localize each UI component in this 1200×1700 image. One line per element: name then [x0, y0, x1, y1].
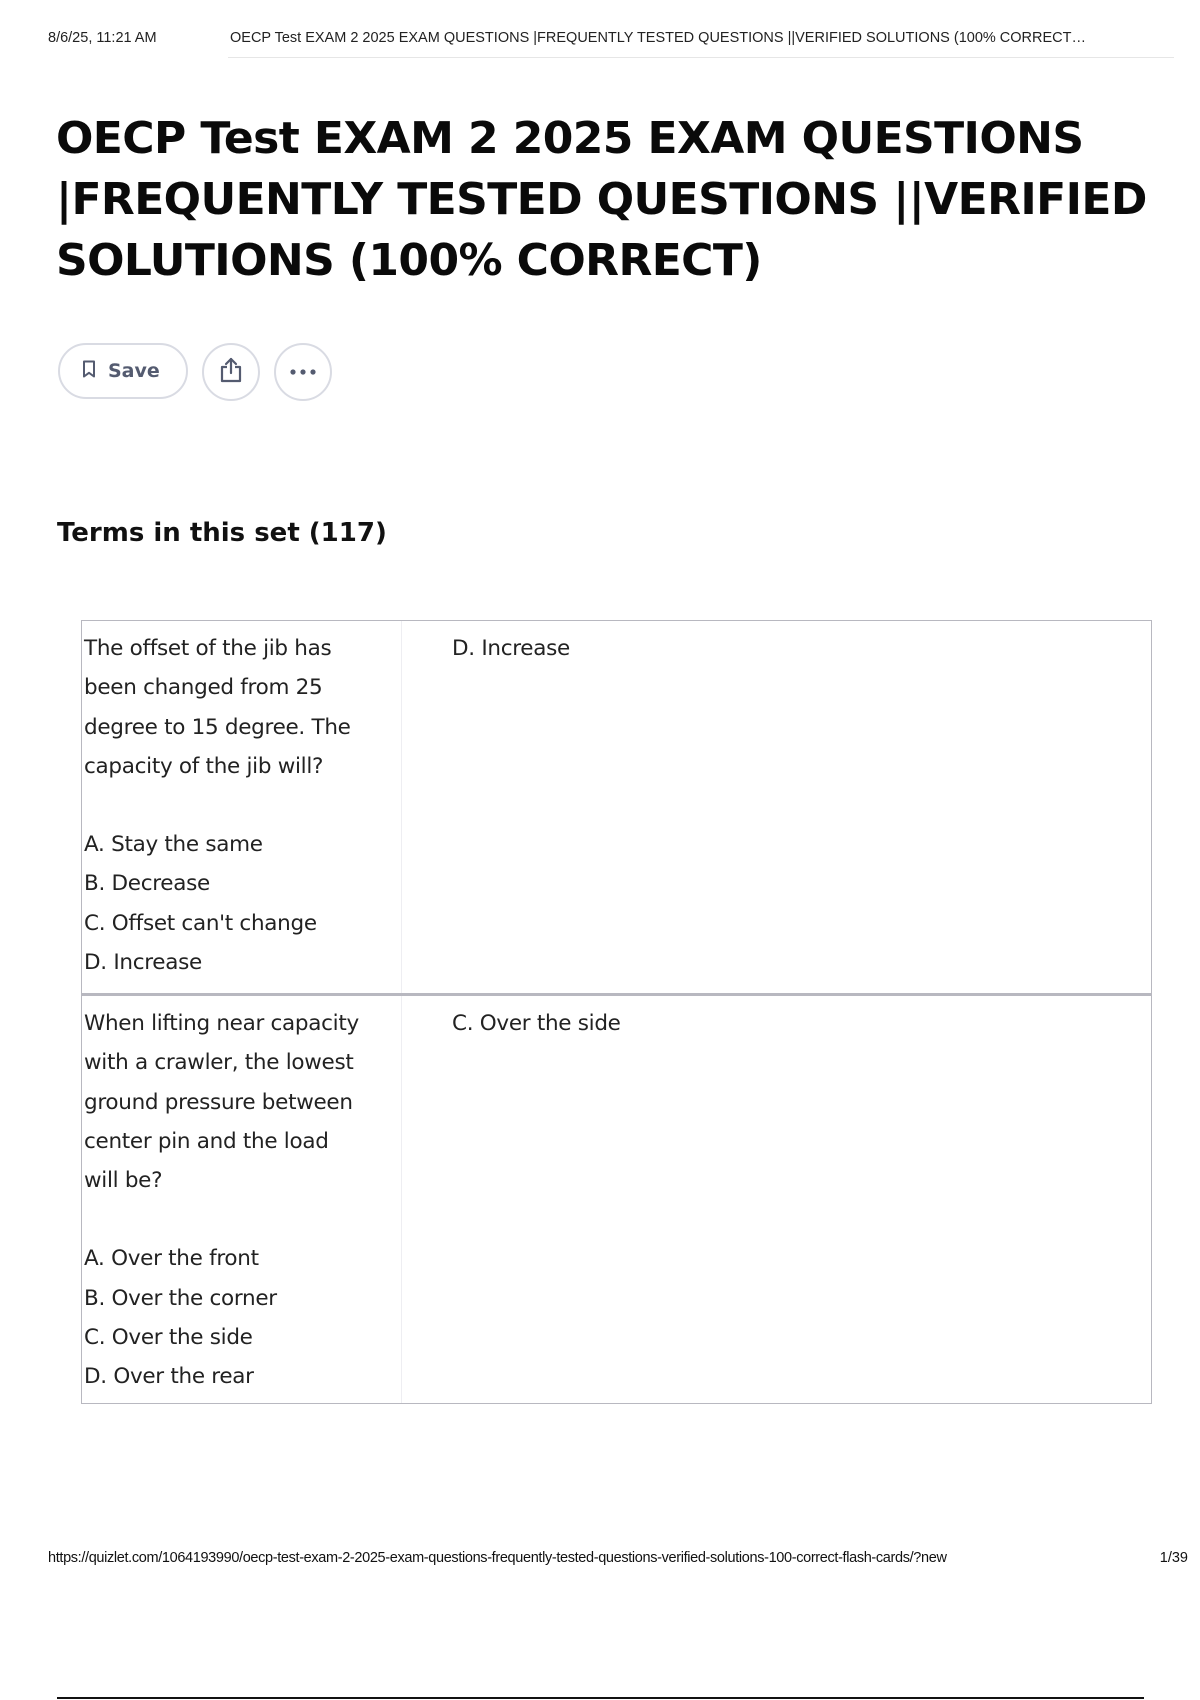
terms-heading: Terms in this set (117): [57, 518, 387, 548]
term-definition: [402, 621, 1151, 993]
question-line: will be?: [84, 1168, 163, 1194]
correct-answer: D. Increase: [452, 636, 570, 661]
question-line: When lifting near capacity: [84, 1011, 359, 1036]
page-bottom-divider: [57, 1697, 1144, 1699]
question-line: been changed from 25: [84, 675, 323, 701]
print-document-title: OECP Test EXAM 2 2025 EXAM QUESTIONS |FREQUENTLY TESTED QUESTIONS ||VERIFIED SOLUTIONS (100% CORRECT…: [230, 30, 1086, 46]
answer-option: D. Over the rear: [84, 1364, 254, 1390]
header-divider: [228, 57, 1174, 58]
more-horizontal-icon: [289, 363, 317, 381]
question-line: degree to 15 degree. The: [84, 714, 351, 740]
term-card: [82, 993, 1151, 1403]
answer-option: C. Offset can't change: [84, 910, 317, 936]
answer-option: D. Increase: [84, 950, 202, 976]
print-header: [48, 30, 1188, 52]
spacer: [84, 1200, 401, 1239]
save-button[interactable]: [58, 343, 188, 399]
spacer: [84, 786, 401, 825]
term-question: [82, 996, 402, 1403]
answer-option: B. Decrease: [84, 871, 210, 897]
page-url: https://quizlet.com/1064193990/oecp-test-exam-2-2025-exam-questions-frequently-tested-questions-verified-solutions-100-correct-flash-cards/?new: [48, 1550, 947, 1566]
question-line: The offset of the jib has: [84, 636, 332, 661]
term-question: [82, 621, 402, 993]
answer-option: A. Stay the same: [84, 832, 263, 858]
term-definition: [402, 996, 1151, 1403]
question-line: ground pressure between: [84, 1089, 353, 1115]
question-line: capacity of the jib will?: [84, 753, 324, 779]
save-button-label: Save: [108, 360, 160, 382]
bookmark-icon: [82, 360, 96, 383]
share-button[interactable]: [202, 343, 260, 401]
print-datetime: 8/6/25, 11:21 AM: [48, 30, 157, 46]
page-title: OECP Test EXAM 2 2025 EXAM QUESTIONS |FREQUENTLY TESTED QUESTIONS ||VERIFIED SOLUTIONS (100% CORRECT): [56, 113, 1147, 286]
term-card: [82, 621, 1151, 993]
page-number: 1/39: [1159, 1550, 1188, 1566]
question-line: center pin and the load: [84, 1128, 329, 1154]
terms-table: [81, 620, 1152, 1404]
answer-option: B. Over the corner: [84, 1285, 277, 1311]
answer-option: C. Over the side: [84, 1325, 253, 1351]
share-icon: [218, 356, 244, 389]
answer-option: A. Over the front: [84, 1246, 259, 1272]
question-line: with a crawler, the lowest: [84, 1050, 354, 1076]
correct-answer: C. Over the side: [452, 1011, 621, 1036]
more-options-button[interactable]: [274, 343, 332, 401]
print-footer: [48, 1550, 1188, 1570]
